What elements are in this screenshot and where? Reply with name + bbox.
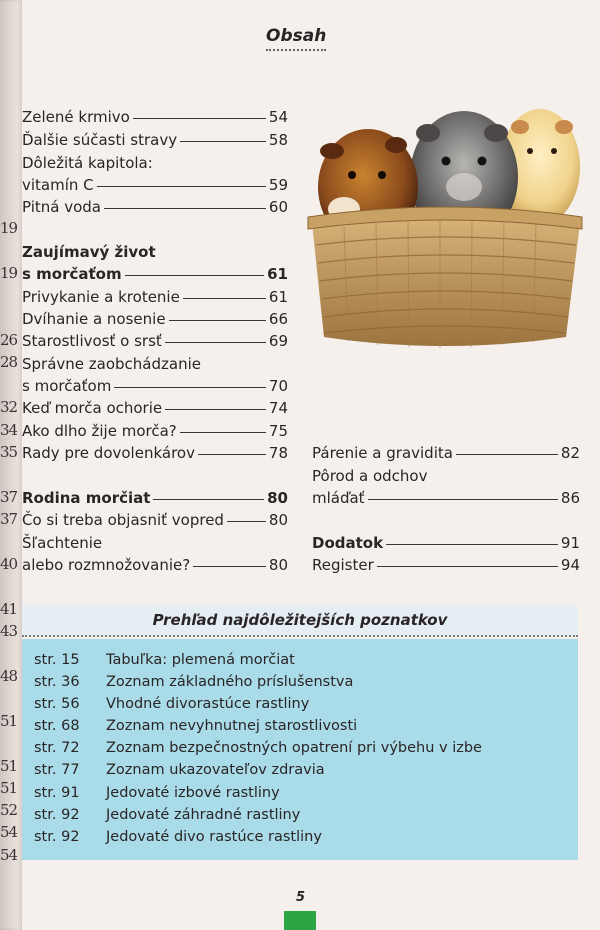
leader-line	[104, 208, 266, 209]
toc-entry[interactable]	[22, 555, 288, 575]
guinea-pigs-basket-photo	[304, 105, 584, 350]
toc-entry[interactable]	[22, 376, 288, 396]
toc-entry-page: 80	[267, 489, 288, 507]
toc-entry-title: Dôležitá kapitola:	[22, 154, 153, 172]
previous-page-edge	[0, 0, 22, 930]
leader-line	[183, 298, 266, 299]
toc-entry-page: 69	[268, 332, 288, 350]
toc-entry-title: Dvíhanie a nosenie	[22, 310, 166, 328]
gutter-number: 37	[0, 488, 18, 506]
leader-line	[133, 118, 266, 119]
toc-entry[interactable]	[312, 488, 580, 508]
toc-entry-title: Pôrod a odchov	[312, 467, 428, 485]
summary-row-text: Jedovaté záhradné rastliny	[106, 807, 301, 823]
summary-row[interactable]	[34, 716, 357, 736]
toc-entry-page: 66	[268, 310, 288, 328]
toc-entry[interactable]	[22, 264, 288, 284]
summary-row-text: Zoznam nevyhnutnej starostlivosti	[106, 718, 358, 734]
gutter-number: 19	[0, 264, 18, 282]
toc-entry[interactable]	[22, 331, 288, 351]
toc-entry-title: Rodina morčiat	[22, 489, 151, 507]
toc-entry[interactable]	[22, 175, 288, 195]
toc-entry[interactable]	[312, 555, 580, 575]
leader-line	[169, 320, 266, 321]
toc-entry-page: 54	[268, 108, 288, 126]
summary-row-text: Jedovaté divo rastúce rastliny	[106, 829, 322, 845]
summary-row[interactable]	[34, 738, 482, 758]
toc-entry-page: 80	[268, 511, 288, 529]
leader-line	[97, 186, 266, 187]
toc-entry[interactable]	[312, 533, 580, 553]
toc-section-title: Zaujímavý život	[22, 243, 156, 261]
leader-line	[180, 141, 266, 142]
gutter-number: 32	[0, 398, 18, 416]
summary-row[interactable]	[34, 694, 309, 714]
toc-entry-title: Správne zaobchádzanie	[22, 355, 201, 373]
gutter-number: 52	[0, 801, 18, 819]
summary-row-page: str. 56	[34, 696, 80, 712]
page-title: Obsah	[266, 26, 326, 51]
toc-entry-title: Register	[312, 556, 374, 574]
toc-entry[interactable]	[22, 130, 288, 150]
summary-row-page: str. 15	[34, 652, 80, 668]
toc-entry-page: 60	[268, 198, 288, 216]
toc-entry-title: vitamín C	[22, 176, 94, 194]
toc-entry[interactable]	[22, 443, 288, 463]
summary-row[interactable]	[34, 783, 280, 803]
summary-box	[22, 639, 578, 860]
toc-entry-page: 78	[268, 444, 288, 462]
gutter-number: 48	[0, 667, 18, 685]
leader-line	[227, 521, 266, 522]
leader-line	[198, 454, 266, 455]
toc-entry-title: Privykanie a krotenie	[22, 288, 180, 306]
toc-entry[interactable]	[22, 510, 288, 530]
toc-entry-title: Pitná voda	[22, 198, 101, 216]
gutter-number: 26	[0, 331, 18, 349]
toc-entry[interactable]	[22, 287, 288, 307]
toc-entry-title: Párenie a gravidita	[312, 444, 453, 462]
gutter-number: 34	[0, 421, 18, 439]
toc-entry-page: 94	[560, 556, 580, 574]
toc-entry-title: Čo si treba objasniť vopred	[22, 511, 224, 529]
toc-entry-page: 75	[268, 422, 288, 440]
summary-row[interactable]	[34, 650, 295, 670]
gutter-number: 40	[0, 555, 18, 573]
summary-row-page: str. 92	[34, 829, 80, 845]
gutter-number: 41	[0, 600, 18, 618]
summary-row-text: Tabuľka: plemená morčiat	[106, 652, 295, 668]
toc-entry-title: Šľachtenie	[22, 534, 103, 552]
summary-row-page: str. 92	[34, 807, 80, 823]
toc-entry-title: mláďať	[312, 489, 365, 507]
toc-entry-page: 70	[268, 377, 288, 395]
toc-entry[interactable]	[22, 398, 288, 418]
chapter-color-tab	[284, 911, 316, 930]
leader-line	[165, 409, 266, 410]
toc-entry-title: Keď morča ochorie	[22, 399, 163, 417]
toc-entry-title: Ako dlho žije morča?	[22, 422, 177, 440]
gutter-number: 37	[0, 510, 18, 528]
summary-row-page: str. 77	[34, 762, 80, 778]
summary-row-page: str. 72	[34, 740, 80, 756]
leader-line	[165, 342, 266, 343]
summary-title: Prehľad najdôležitejších poznatkov	[22, 605, 578, 637]
toc-entry-page: 91	[560, 534, 580, 552]
toc-entry-title: s morčaťom	[22, 377, 112, 395]
summary-row-page: str. 68	[34, 718, 80, 734]
summary-row-text: Zoznam bezpečnostných opatrení pri výbehu v izbe	[106, 740, 482, 756]
summary-row-text: Jedovaté izbové rastliny	[106, 785, 280, 801]
summary-row-text: Zoznam ukazovateľov zdravia	[106, 762, 325, 778]
leader-line	[125, 275, 265, 276]
toc-entry-page: 82	[560, 444, 580, 462]
gutter-number: 28	[0, 353, 18, 371]
summary-row[interactable]	[34, 805, 300, 825]
leader-line	[386, 544, 558, 545]
leader-line	[377, 566, 558, 567]
leader-line	[368, 499, 558, 500]
gutter-number: 19	[0, 219, 18, 237]
page-number: 5	[296, 890, 306, 905]
gutter-number: 54	[0, 846, 18, 864]
toc-entry-title: Dodatok	[312, 534, 384, 552]
gutter-number: 35	[0, 443, 18, 461]
gutter-number: 51	[0, 712, 18, 730]
toc-entry[interactable]	[22, 421, 288, 441]
toc-entry[interactable]	[22, 107, 288, 127]
toc-entry-page: 59	[268, 176, 288, 194]
gutter-number: 51	[0, 779, 18, 797]
toc-entry-page: 61	[268, 288, 288, 306]
toc-entry-page: 80	[268, 556, 288, 574]
toc-entry[interactable]	[22, 309, 288, 329]
leader-line	[193, 566, 266, 567]
toc-entry-title: Ďalšie súčasti stravy	[22, 131, 178, 149]
toc-entry-title: s morčaťom	[22, 265, 122, 283]
leader-line	[114, 387, 266, 388]
summary-row-text: Vhodné divorastúce rastliny	[106, 696, 310, 712]
summary-row-page: str. 36	[34, 674, 80, 690]
gutter-number: 43	[0, 622, 18, 640]
leader-line	[153, 499, 264, 500]
toc-entry[interactable]	[22, 488, 288, 508]
toc-entry-page: 61	[267, 265, 288, 283]
toc-entry-page: 74	[268, 399, 288, 417]
toc-entry-title: Starostlivosť o srsť	[22, 332, 162, 350]
toc-entry-title: alebo rozmnožovanie?	[22, 556, 191, 574]
toc-entry[interactable]	[312, 443, 580, 463]
toc-entry[interactable]	[22, 197, 288, 217]
summary-row[interactable]	[34, 672, 353, 692]
summary-row-text: Zoznam základného príslušenstva	[106, 674, 354, 690]
summary-row[interactable]	[34, 827, 322, 847]
summary-row-page: str. 91	[34, 785, 80, 801]
gutter-number: 51	[0, 757, 18, 775]
leader-line	[456, 454, 558, 455]
leader-line	[180, 432, 266, 433]
toc-entry-title: Zelené krmivo	[22, 108, 130, 126]
gutter-number: 54	[0, 823, 18, 841]
toc-entry-page: 58	[268, 131, 288, 149]
summary-row[interactable]	[34, 760, 325, 780]
toc-entry-title: Rady pre dovolenkárov	[22, 444, 195, 462]
toc-entry-page: 86	[560, 489, 580, 507]
